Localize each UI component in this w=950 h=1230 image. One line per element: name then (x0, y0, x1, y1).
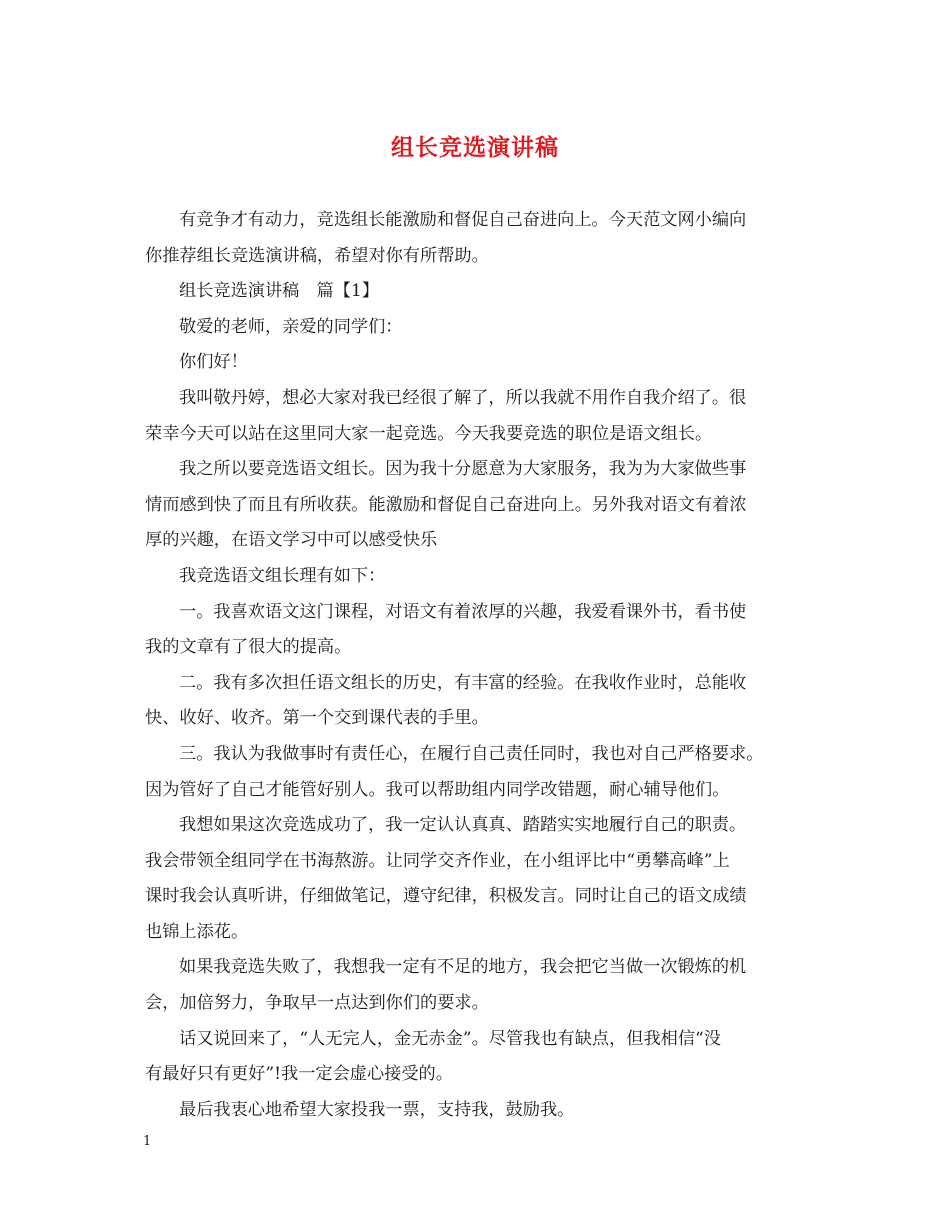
text-line: 课时我会认真听讲，仔细做笔记，遵守纪律，积极发言。同时让自己的语文成绩 (145, 886, 747, 907)
text-line: 荣幸今天可以站在这里同大家一起竞选。今天我要竞选的职位是语文组长。 (145, 423, 713, 444)
page-number: 1 (143, 1134, 152, 1149)
text-line: 因为管好了自己才能管好别人。我可以帮助组内同学改错题，耐心辅导他们。 (145, 779, 730, 800)
document-title: 组长竞选演讲稿 (391, 134, 559, 161)
text-line: 如果我竞选失败了，我想我一定有不足的地方，我会把它当做一次锻炼的机 (179, 957, 747, 978)
text-line: 二。我有多次担任语文组长的历史，有丰富的经验。在我收作业时，总能收 (179, 672, 747, 693)
text-line: 有最好只有更好”!我一定会虚心接受的。 (145, 1064, 453, 1085)
text-line: 我的文章有了很大的提高。 (145, 637, 352, 658)
text-line: 有竞争才有动力，竞选组长能激励和督促自己奋进向上。今天范文网小编向 (179, 210, 747, 230)
text-line: 三。我认为我做事时有责任心，在履行自己责任同时，我也对自己严格要求。 (179, 743, 764, 764)
text-line: 我叫敬丹婷，想必大家对我已经很了解了，所以我就不用作自我介绍了。很 (179, 387, 747, 408)
text-line: 快、收好、收齐。第一个交到课代表的手里。 (145, 708, 489, 729)
text-line: 我会带领全组同学在书海熬游。让同学交齐作业，在小组评比中“勇攀高峰”上 (145, 850, 730, 871)
text-line: 我之所以要竞选语文组长。因为我十分愿意为大家服务，我为为大家做些事 (179, 459, 747, 480)
text-line: 情而感到快了而且有所收获。能激励和督促自己奋进向上。另外我对语文有着浓 (145, 494, 747, 515)
text-line: 你推荐组长竞选演讲稿，希望对你有所帮助。 (145, 245, 489, 266)
text-line: 你们好！ (179, 352, 248, 373)
text-line: 敬爱的老师，亲爱的同学们： (179, 316, 403, 337)
text-line: 也锦上添花。 (145, 921, 249, 942)
text-line: 最后我衷心地希望大家投我一票，支持我，鼓励我。 (179, 1099, 575, 1120)
text-line: 组长竞选演讲稿 篇【1】 (179, 281, 379, 302)
text-line: 厚的兴趣，在语文学习中可以感受快乐 (145, 530, 438, 551)
text-line: 我想如果这次竞选成功了，我一定认认真真、踏踏实实地履行自己的职责。 (179, 815, 747, 836)
document-body (145, 203, 815, 1128)
text-line: 话又说回来了，“人无完人，金无赤金”。尽管我也有缺点，但我相信“没 (179, 1028, 721, 1049)
text-line: 一。我喜欢语文这门课程，对语文有着浓厚的兴趣，我爱看课外书，看书使 (179, 601, 747, 622)
text-line: 会，加倍努力，争取早一点达到你们的要求。 (145, 993, 489, 1014)
text-line: 我竞选语文组长理有如下： (179, 565, 386, 586)
